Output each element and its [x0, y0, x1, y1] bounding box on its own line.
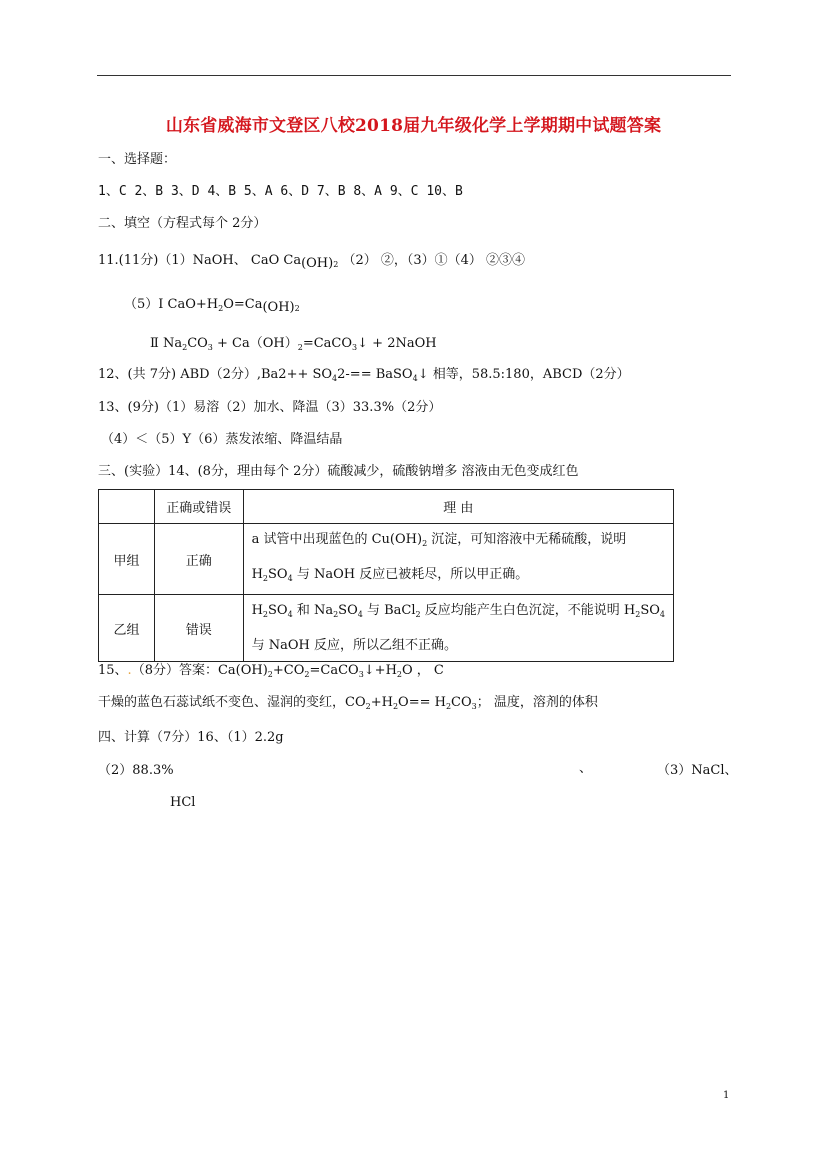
reason-sub: 4 [659, 610, 665, 619]
q12-b: 2-== BaSO [337, 367, 413, 382]
reason-sub: 4 [287, 574, 293, 583]
q11-ii-a: Ⅱ Na [150, 336, 183, 351]
q11-5-sub2: 2 [294, 304, 300, 313]
q15-s1: 2 [267, 670, 273, 679]
experiment-table [98, 489, 674, 662]
table-row [99, 595, 674, 662]
q11-ii-s1: 2 [182, 343, 188, 352]
reason-text: a 试管中出现蓝色的 Cu(OH) [251, 532, 423, 547]
reason-text: SO [640, 603, 660, 618]
q12-s2: 4 [412, 374, 418, 383]
q15b-d: CO [451, 695, 472, 710]
reason-sub: 4 [287, 610, 293, 619]
q11-part-a: 11.(11分)（1）NaOH、 CaO Ca [98, 253, 302, 268]
table-header-cell: 正确或错误 [154, 490, 243, 524]
q11-sub: 2 [333, 260, 339, 269]
q11-ii-d: =CaCO [302, 336, 353, 351]
q11-ii-c: + Ca（OH） [212, 336, 298, 351]
q11-ii-s4: 3 [352, 343, 358, 352]
q12-s1: 4 [332, 374, 338, 383]
section-1-heading: 一、选择题： [98, 152, 177, 167]
q15-a: 15、 [98, 663, 128, 678]
q15-s3: 3 [358, 670, 364, 679]
reason-text: 反应均能产生白色沉淀，不能说明 H [420, 603, 636, 618]
q15-s4: 2 [396, 670, 402, 679]
q15b-b: +H [370, 695, 393, 710]
page-number: 1 [723, 1090, 730, 1101]
q15-line [98, 662, 444, 684]
q15-dot: . [127, 663, 132, 678]
q15b-s1: 2 [365, 702, 371, 711]
group-cell: 甲组 [99, 524, 155, 595]
reason-sub: 2 [333, 610, 339, 619]
choice-answers: 1、C 2、B 3、D 4、B 5、A 6、D 7、B 8、A 9、C 10、B [98, 184, 463, 199]
q11-5-part-a: （5）Ⅰ CaO+H [124, 297, 219, 312]
section-2-heading: 二、填空（方程式每个 2分） [98, 216, 267, 231]
q15b-s2: 2 [392, 702, 399, 711]
reason-cell [243, 524, 673, 595]
reason-text: SO [268, 603, 288, 618]
reason-text: 与 NaOH 反应已被耗尽，所以甲正确。 [292, 567, 529, 582]
table-header-cell: 理 由 [243, 490, 673, 524]
q15b-a: 干燥的蓝色石蕊试纸不变色、湿润的变红，CO [98, 695, 366, 710]
q11-ii-s2: 3 [207, 343, 213, 352]
q11-5-sub: 2 [218, 304, 224, 313]
q11-oh: (OH) [301, 256, 334, 271]
q15-s2: 2 [304, 670, 310, 679]
q11-ii-e: ↓ + 2NaOH [357, 336, 437, 351]
header-rule [97, 75, 731, 76]
q15b-s3: 2 [445, 702, 452, 711]
reason-text: 沉淀，可知溶液中无稀硫酸，说明 [427, 532, 627, 547]
q15b-s4: 3 [471, 702, 477, 711]
reason-sub: 2 [635, 610, 641, 619]
group-cell: 乙组 [99, 595, 155, 662]
q15-f: O ， C [402, 663, 444, 678]
verdict-cell: 错误 [154, 595, 243, 662]
reason-sub: 4 [357, 610, 363, 619]
reason-text: SO [338, 603, 358, 618]
q11-ii-s3: 2 [297, 343, 303, 352]
reason-text: 与 BaCl [362, 603, 416, 618]
reason-line [252, 559, 665, 594]
q11-part-b: （2） ②，（3）①（4） ②③④ [338, 253, 526, 268]
q15-c: +CO [272, 663, 305, 678]
q15b-c: O== H [398, 695, 446, 710]
section-4-line: 四、计算（7分）16、（1）2.2g [98, 730, 284, 745]
q12-a: 12、(共 7分) ABD（2分）,Ba2++ SO [98, 367, 333, 382]
reason-line: 与 NaOH 反应，所以乙组不正确。 [251, 638, 457, 653]
reason-cell [243, 595, 673, 662]
q11-5-line [124, 296, 300, 318]
q13-line-2: （4）＜（5）Y（6）蒸发浓缩、降温结晶 [101, 432, 343, 447]
q15-e: ↓+H [363, 663, 397, 678]
table-header-row [99, 490, 674, 524]
reason-sub: 2 [422, 539, 428, 548]
q15-d: =CaCO [309, 663, 359, 678]
q16-separator: 、 [579, 761, 593, 776]
table-header-cell [99, 490, 155, 524]
q16-part-3: （3）NaCl、 [657, 763, 738, 778]
q16-part-2: （2）88.3% [98, 763, 174, 778]
reason-line [252, 595, 665, 630]
reason-sub: 2 [262, 610, 269, 619]
reason-text: H [251, 603, 263, 618]
q15b-e: ； 温度，溶剂的体积 [476, 695, 598, 710]
q16-part-3-cont: HCl [170, 795, 196, 810]
reason-text: 和 Na [292, 603, 334, 618]
q15-b: （8分）答案：Ca(OH) [131, 663, 268, 678]
q15-line-2 [98, 694, 598, 716]
verdict-cell: 正确 [154, 524, 243, 595]
q11-line [98, 252, 525, 274]
reason-sub: 2 [415, 610, 421, 619]
reason-text: H [251, 567, 263, 582]
page-title: 山东省威海市文登区八校2018届九年级化学上学期期中试题答案 [165, 116, 662, 136]
section-3-line: 三、(实验）14、(8分，理由每个 2分）硫酸减少，硫酸钠增多 溶液由无色变成红色 [98, 464, 579, 479]
q11-5-part-b: O=Ca [223, 297, 263, 312]
q11-5-oh: (OH) [262, 300, 295, 315]
q12-line [98, 366, 630, 388]
table-row [99, 524, 674, 595]
reason-text: SO [268, 567, 288, 582]
reason-sub: 2 [262, 574, 269, 583]
q11-ii-line [150, 335, 437, 357]
reason-line [252, 524, 665, 559]
q13-line: 13、(9分)（1）易溶（2）加水、降温（3）33.3%（2分） [98, 400, 442, 415]
q11-ii-b: CO [187, 336, 208, 351]
q12-c: ↓ 相等，58.5:180，ABCD（2分） [417, 367, 630, 382]
